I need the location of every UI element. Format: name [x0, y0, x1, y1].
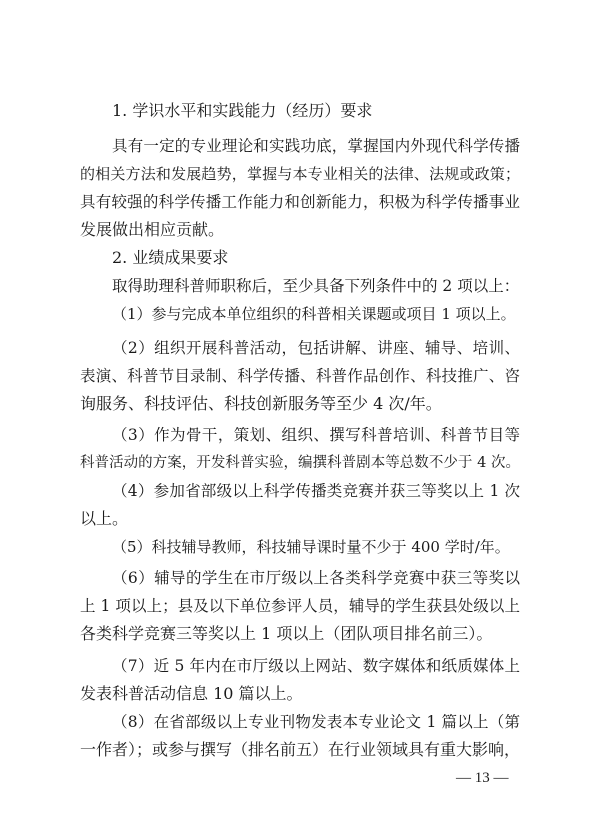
section-heading-1: 1. 学识水平和实践能力（经历）要求 [112, 101, 373, 120]
paragraph-line: 取得助理科普师职称后，至少具备下列条件中的 2 项以上： [112, 277, 520, 295]
paragraph-line: 一作者）；或参与撰写（排名前五）在行业领域具有重大影响， [80, 740, 520, 759]
paragraph-line: 发表科普活动信息 10 篇以上。 [80, 684, 303, 703]
paragraph-line: 表演、科普节目录制、科学传播、科普作品创作、科技推广、咨 [80, 367, 520, 385]
paragraph-line: 询服务、科技评估、科技创新服务等至少 4 次/年。 [80, 394, 442, 413]
paragraph-line: 科普活动的方案，开发科普实验，编撰科普剧本等总数不少于 4 次。 [80, 455, 520, 471]
page-number: — 13 — [456, 770, 509, 786]
paragraph-line: 各类科学竞赛三等奖以上 1 项以上（团队项目排名前三）。 [80, 624, 493, 643]
paragraph-line: 的相关方法和发展趋势，掌握与本专业相关的法律、法规或政策； [80, 165, 520, 183]
paragraph-line: 具有较强的科学传播工作能力和创新能力，积极为科学传播事业 [80, 193, 520, 211]
section-heading-2: 2. 业绩成果要求 [112, 248, 229, 267]
list-item: （1）参与完成本单位组织的科普相关课题或项目 1 项以上。 [112, 305, 516, 323]
list-item: （6）辅导的学生在市厅级以上各类科学竞赛中获三等奖以 [112, 569, 520, 587]
list-item: （3）作为骨干，策划、组织、撰写科普培训、科普节目等 [112, 426, 520, 444]
paragraph-line: 以上。 [80, 509, 129, 528]
paragraph-line: 发展做出相应贡献。 [80, 220, 225, 239]
list-item: （8）在省部级以上专业刊物发表本专业论文 1 篇以上（第 [112, 713, 520, 731]
list-item: （4）参加省部级以上科学传播类竞赛并获三等奖以上 1 次 [112, 482, 520, 500]
list-item: （2）组织开展科普活动，包括讲解、讲座、辅导、培训、 [112, 339, 520, 357]
paragraph-line: 上 1 项以上；县及以下单位参评人员，辅导的学生获县处级以上 [80, 597, 520, 615]
list-item: （5）科技辅导教师，科技辅导课时量不少于 400 学时/年。 [112, 538, 510, 556]
paragraph-line: 具有一定的专业理论和实践功底，掌握国内外现代科学传播 [112, 137, 520, 155]
list-item: （7）近 5 年内在市厅级以上网站、数字媒体和纸质媒体上 [112, 657, 520, 675]
